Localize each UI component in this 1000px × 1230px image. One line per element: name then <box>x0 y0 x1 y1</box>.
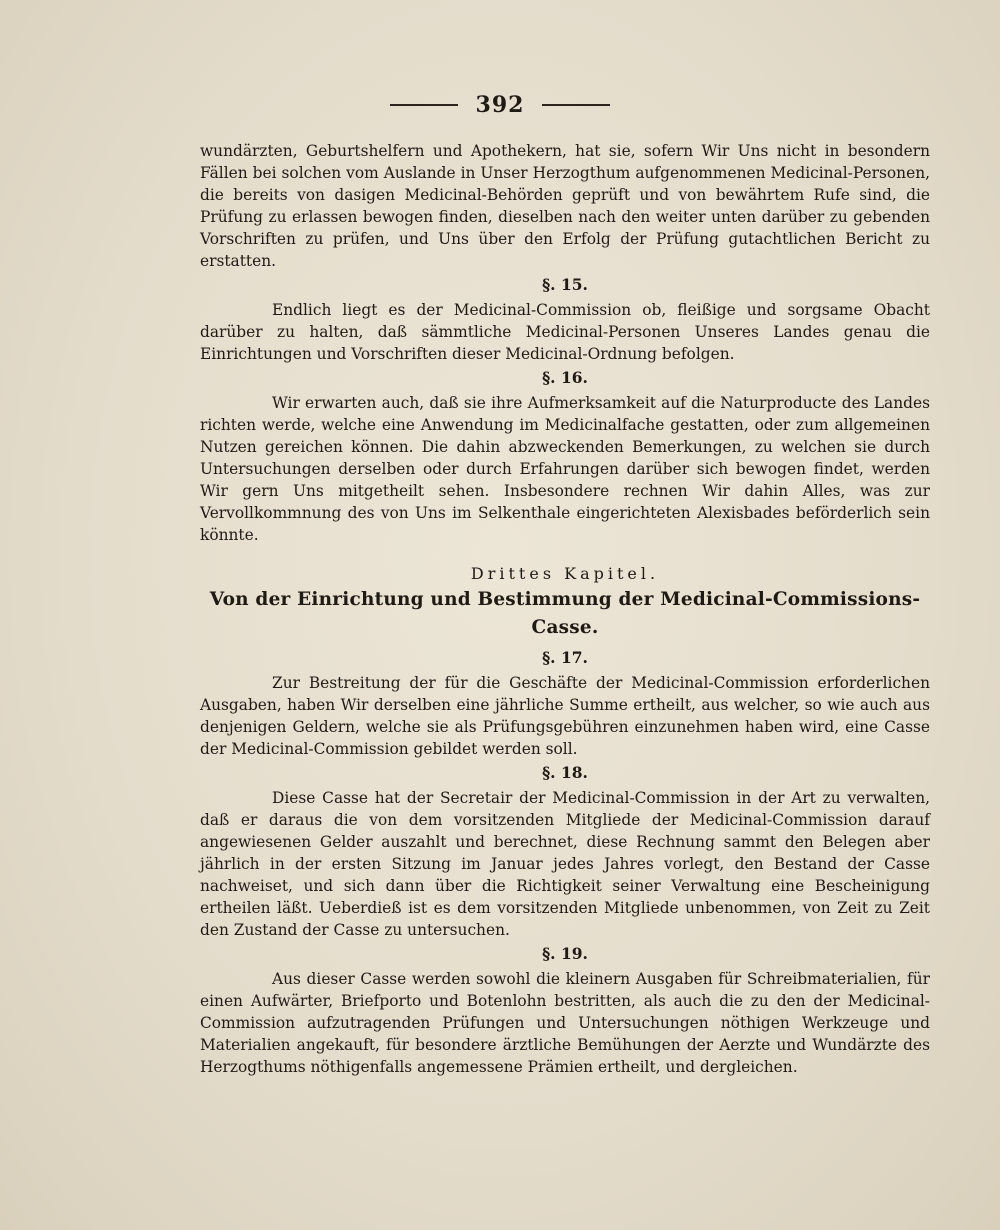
paragraph-16: Wir erwarten auch, daß sie ihre Aufmerksamkeit auf die Naturproducte des Landes richten werde, welche eine Anwendung im Medicinalfache gestatten, oder zum allgemeinen Nutzen gereichen können. Die dahin abzweckenden Bemerkungen, zu welchen sie durch Untersuchungen derselben oder durch Erfahrungen darüber sich bewogen findet, werden Wir gern Uns mitgetheilt sehen. Insbesondere rechnen Wir dahin Alles, was zur Vervollkommnung des von Uns im Selkenthale eingerichteten Alexisbades beförderlich sein könnte. <box>200 394 930 544</box>
paragraph-18: Diese Casse hat der Secretair der Medicinal-Commission in der Art zu verwalten, daß er daraus die von dem vorsitzenden Mitgliede der Medicinal-Commission darauf angewiesenen Gelder auszahlt und berechnet, diese Rechnung sammt den Belegen aber jährlich in der ersten Sitzung im Januar jedes Jahres vorlegt, den Bestand der Casse nachweiset, und sich dann über die Richtigkeit seiner Verwaltung eine Bescheinigung ertheilen läßt. Ueberdieß ist es dem vorsitzenden Mitgliede unbenommen, von Zeit zu Zeit den Zustand der Casse zu untersuchen. <box>200 789 930 939</box>
header-rule-right <box>542 104 610 106</box>
chapter-label: Drittes Kapitel. <box>470 564 660 583</box>
section-heading-19: §. 19. <box>542 944 588 963</box>
page-header <box>0 92 1000 118</box>
section-heading-16: §. 16. <box>542 368 588 387</box>
paragraph-17: Zur Bestreitung der für die Geschäfte der Medicinal-Commission erforderlichen Ausgaben, haben Wir derselben eine jährliche Summe ertheilt, aus welcher, so wie auch aus denjenigen Geldern, welche sie als Prüfungsgebühren einzunehmen haben wird, eine Casse der Medicinal-Commission gebildet werden soll. <box>200 674 930 758</box>
header-rule-left <box>390 104 458 106</box>
paragraph-19: Aus dieser Casse werden sowohl die kleinern Ausgaben für Schreibmaterialien, für einen Aufwärter, Briefporto und Botenlohn bestritten, als auch die zu den der Medicinal-Commission aufzutragenden Prüfungen und Untersuchungen nöthigen Werkzeuge und Materialien angekauft, für besondere ärztliche Bemühungen der Aerzte und Wundärzte des Herzogthums nöthigenfalls angemessene Prämien ertheilt, und dergleichen. <box>200 970 930 1076</box>
section-heading-17: §. 17. <box>542 648 588 667</box>
section-heading-15: §. 15. <box>542 275 588 294</box>
paragraph-15: Endlich liegt es der Medicinal-Commission ob, fleißige und sorgsame Obacht darüber zu halten, daß sämmtliche Medicinal-Personen Unseres Landes genau die Einrichtungen und Vorschriften dieser Medicinal-Ordnung befolgen. <box>200 301 930 363</box>
chapter-title: Von der Einrichtung und Bestimmung der Medicinal-Commissions-Casse. <box>209 589 921 638</box>
page-number: 392 <box>475 92 525 118</box>
body-text <box>200 140 930 1078</box>
section-heading-18: §. 18. <box>542 763 588 782</box>
paragraph-continuation: wundärzten, Geburtshelfern und Apothekern, hat sie, sofern Wir Uns nicht in besondern Fällen bei solchen vom Auslande in Unser Herzogthum aufgenommenen Medicinal-Personen, die bereits von dasigen Medicinal-Behörden geprüft und von bewährtem Rufe sind, die Prüfung zu erlassen bewogen finden, dieselben nach den weiter unten darüber zu gebenden Vorschriften zu prüfen, und Uns über den Erfolg der Prüfung gutachtlichen Bericht zu erstatten. <box>200 142 930 270</box>
